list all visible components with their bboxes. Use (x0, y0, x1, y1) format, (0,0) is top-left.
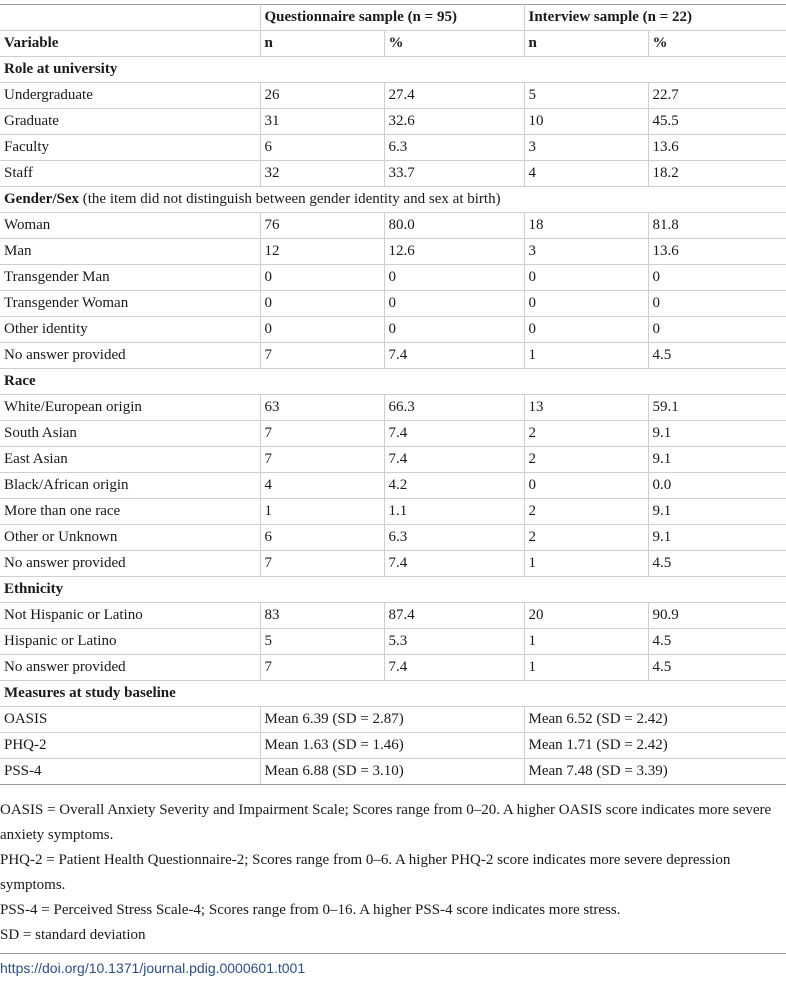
table-cell: 9.1 (648, 499, 786, 525)
table-cell: 0 (260, 317, 384, 343)
section-title-text: Role at university (4, 61, 118, 77)
section-title (0, 187, 786, 213)
footnote: PHQ-2 = Patient Health Questionnaire-2; Scores range from 0–6. A higher PHQ-2 score indicates more severe depression symptoms. (0, 852, 731, 893)
table-row (0, 707, 786, 733)
table-cell: 10 (524, 109, 648, 135)
table-cell: 9.1 (648, 421, 786, 447)
table-footnotes (0, 798, 780, 948)
table-cell: 4.2 (384, 473, 524, 499)
table-cell: 6 (260, 135, 384, 161)
section-row (0, 577, 786, 603)
table-cell: 7 (260, 447, 384, 473)
table-cell: 7.4 (384, 655, 524, 681)
table-cell: 9.1 (648, 525, 786, 551)
table-row (0, 603, 786, 629)
interview-header: Interview sample (n = 22) (524, 5, 786, 31)
table-cell: 45.5 (648, 109, 786, 135)
table-row (0, 733, 786, 759)
row-label: Faculty (0, 135, 260, 161)
variable-header: Variable (0, 31, 260, 57)
table-row (0, 109, 786, 135)
table-cell: 66.3 (384, 395, 524, 421)
table-cell: 2 (524, 499, 648, 525)
table-cell: 7.4 (384, 343, 524, 369)
empty-header-cell (0, 5, 260, 31)
pct-header: % (648, 31, 786, 57)
table-cell: 9.1 (648, 447, 786, 473)
table-cell: 7.4 (384, 447, 524, 473)
section-title-text: Measures at study baseline (4, 685, 176, 701)
section-title-text: Gender/Sex (4, 191, 79, 207)
table-cell: 2 (524, 525, 648, 551)
section-title (0, 577, 786, 603)
table-cell: Mean 1.71 (SD = 2.42) (524, 733, 786, 759)
table-cell: 13 (524, 395, 648, 421)
table-cell: 32 (260, 161, 384, 187)
row-label: Not Hispanic or Latino (0, 603, 260, 629)
table-cell: 0 (524, 317, 648, 343)
table-row (0, 343, 786, 369)
table-cell: 7.4 (384, 551, 524, 577)
row-label: South Asian (0, 421, 260, 447)
table-row (0, 655, 786, 681)
n-header: n (260, 31, 384, 57)
table-row (0, 551, 786, 577)
table-cell: 0 (648, 317, 786, 343)
table-cell: 0.0 (648, 473, 786, 499)
table-cell: 0 (260, 265, 384, 291)
table-cell: 5.3 (384, 629, 524, 655)
table-cell: 6.3 (384, 135, 524, 161)
section-row (0, 681, 786, 707)
section-row (0, 187, 786, 213)
section-note: (the item did not distinguish between gender identity and sex at birth) (79, 191, 501, 207)
section-title (0, 369, 786, 395)
table-cell: 3 (524, 239, 648, 265)
row-label: Hispanic or Latino (0, 629, 260, 655)
table-cell: 27.4 (384, 83, 524, 109)
table-row (0, 629, 786, 655)
table-cell: 4 (260, 473, 384, 499)
row-label: Transgender Man (0, 265, 260, 291)
table-cell: 1 (524, 629, 648, 655)
table-cell: 4.5 (648, 343, 786, 369)
demographics-table (0, 4, 786, 785)
table-row (0, 317, 786, 343)
row-label: Graduate (0, 109, 260, 135)
table-cell: 87.4 (384, 603, 524, 629)
section-title-text: Race (4, 373, 36, 389)
table-cell: Mean 7.48 (SD = 3.39) (524, 759, 786, 785)
table-cell: 1 (260, 499, 384, 525)
table-row (0, 291, 786, 317)
table-cell: 7 (260, 421, 384, 447)
table-cell: 12 (260, 239, 384, 265)
table-cell: 0 (384, 291, 524, 317)
table-cell: 3 (524, 135, 648, 161)
table-cell: 63 (260, 395, 384, 421)
table-row (0, 499, 786, 525)
table-cell: 2 (524, 447, 648, 473)
row-label: Transgender Woman (0, 291, 260, 317)
table-cell: 4 (524, 161, 648, 187)
table-row (0, 473, 786, 499)
table-cell: 81.8 (648, 213, 786, 239)
table-cell: 0 (384, 317, 524, 343)
table-row (0, 239, 786, 265)
table-cell: 0 (260, 291, 384, 317)
table-cell: 2 (524, 421, 648, 447)
table-cell: 7 (260, 551, 384, 577)
row-label: Undergraduate (0, 83, 260, 109)
table-cell: 0 (524, 265, 648, 291)
group-header-row (0, 5, 786, 31)
row-label: Man (0, 239, 260, 265)
row-label: Staff (0, 161, 260, 187)
table-cell: Mean 6.88 (SD = 3.10) (260, 759, 524, 785)
row-label: Other or Unknown (0, 525, 260, 551)
table-cell: Mean 1.63 (SD = 1.46) (260, 733, 524, 759)
table-cell: 80.0 (384, 213, 524, 239)
column-header-row (0, 31, 786, 57)
divider (0, 953, 786, 954)
table-cell: 13.6 (648, 239, 786, 265)
table-cell: 76 (260, 213, 384, 239)
row-label: Other identity (0, 317, 260, 343)
table-cell: 1.1 (384, 499, 524, 525)
table-cell: 0 (648, 265, 786, 291)
table-cell: 5 (524, 83, 648, 109)
table-cell: 13.6 (648, 135, 786, 161)
table-row (0, 759, 786, 785)
table-row (0, 83, 786, 109)
table-row (0, 395, 786, 421)
table-row (0, 447, 786, 473)
table-row (0, 265, 786, 291)
table-cell: 32.6 (384, 109, 524, 135)
row-label: OASIS (0, 707, 260, 733)
table-cell: 33.7 (384, 161, 524, 187)
table-cell: 5 (260, 629, 384, 655)
table-cell: 4.5 (648, 629, 786, 655)
table-row (0, 213, 786, 239)
section-row (0, 369, 786, 395)
table-cell: 0 (648, 291, 786, 317)
table-row (0, 161, 786, 187)
n-header: n (524, 31, 648, 57)
table-cell: 26 (260, 83, 384, 109)
doi-link[interactable]: https://doi.org/10.1371/journal.pdig.0000601.t001 (0, 960, 306, 976)
table-cell: 0 (524, 473, 648, 499)
row-label: More than one race (0, 499, 260, 525)
table-cell: 6.3 (384, 525, 524, 551)
row-label: White/European origin (0, 395, 260, 421)
table-cell: 83 (260, 603, 384, 629)
table-cell: 7 (260, 655, 384, 681)
row-label: East Asian (0, 447, 260, 473)
table-cell: 18 (524, 213, 648, 239)
table-cell: 22.7 (648, 83, 786, 109)
table-cell: 90.9 (648, 603, 786, 629)
table-cell: 0 (384, 265, 524, 291)
table-cell: 18.2 (648, 161, 786, 187)
table-cell: 0 (524, 291, 648, 317)
row-label: No answer provided (0, 551, 260, 577)
table-cell: 7.4 (384, 421, 524, 447)
row-label: PHQ-2 (0, 733, 260, 759)
table-cell: 4.5 (648, 551, 786, 577)
table-cell: 12.6 (384, 239, 524, 265)
table-cell: 1 (524, 343, 648, 369)
pct-header: % (384, 31, 524, 57)
row-label: No answer provided (0, 343, 260, 369)
table-cell: 31 (260, 109, 384, 135)
footnote: PSS-4 = Perceived Stress Scale-4; Scores range from 0–16. A higher PSS-4 score indicates more stress. (0, 902, 621, 918)
section-title (0, 681, 786, 707)
section-row (0, 57, 786, 83)
row-label: PSS-4 (0, 759, 260, 785)
table-row (0, 421, 786, 447)
table-cell: 20 (524, 603, 648, 629)
row-label: Black/African origin (0, 473, 260, 499)
section-title-text: Ethnicity (4, 581, 64, 597)
table-cell: 6 (260, 525, 384, 551)
section-title (0, 57, 786, 83)
footnote: OASIS = Overall Anxiety Severity and Impairment Scale; Scores range from 0–20. A higher OASIS score indicates more severe anxiety symptoms. (0, 802, 772, 843)
table-row (0, 135, 786, 161)
table-cell: Mean 6.52 (SD = 2.42) (524, 707, 786, 733)
row-label: Woman (0, 213, 260, 239)
table-cell: 4.5 (648, 655, 786, 681)
footnote: SD = standard deviation (0, 927, 146, 943)
table-row (0, 525, 786, 551)
row-label: No answer provided (0, 655, 260, 681)
table-cell: 1 (524, 551, 648, 577)
questionnaire-header: Questionnaire sample (n = 95) (260, 5, 524, 31)
table-cell: 59.1 (648, 395, 786, 421)
table-cell: 1 (524, 655, 648, 681)
table-cell: Mean 6.39 (SD = 2.87) (260, 707, 524, 733)
table-cell: 7 (260, 343, 384, 369)
